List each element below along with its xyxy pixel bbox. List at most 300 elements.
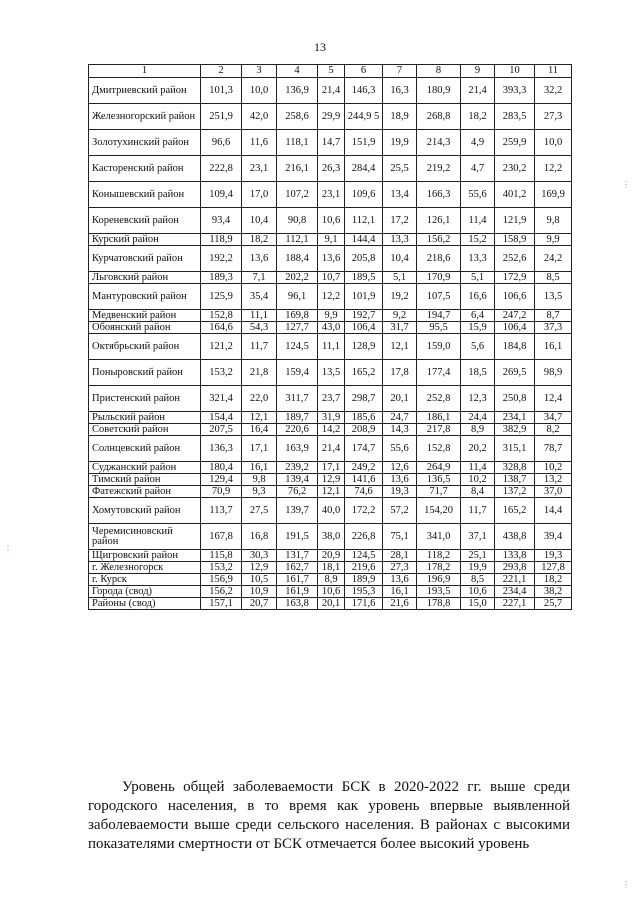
column-header: 9 — [461, 65, 495, 78]
value-cell: 55,6 — [461, 182, 495, 208]
value-cell: 13,6 — [318, 246, 345, 272]
district-name-cell: Обоянский район — [89, 322, 201, 334]
table-row — [89, 524, 572, 550]
value-cell: 11,7 — [461, 498, 495, 524]
value-cell: 189,9 — [345, 574, 383, 586]
column-header: 11 — [535, 65, 572, 78]
value-cell: 218,6 — [417, 246, 461, 272]
value-cell: 250,8 — [495, 386, 535, 412]
value-cell: 234,4 — [495, 586, 535, 598]
district-name-cell: Щигровский район — [89, 550, 201, 562]
value-cell: 169,8 — [277, 310, 318, 322]
table-row — [89, 474, 572, 486]
district-name-cell: Льговский район — [89, 272, 201, 284]
value-cell: 13,3 — [461, 246, 495, 272]
district-name-cell: Фатежский район — [89, 486, 201, 498]
column-header: 5 — [318, 65, 345, 78]
value-cell: 17,0 — [242, 182, 277, 208]
table-row — [89, 310, 572, 322]
district-name-cell: Курчатовский район — [89, 246, 201, 272]
value-cell: 8,9 — [318, 574, 345, 586]
value-cell: 8,4 — [461, 486, 495, 498]
value-cell: 57,2 — [383, 498, 417, 524]
district-name-cell: Солнцевский район — [89, 436, 201, 462]
page-number: 13 — [314, 40, 326, 54]
value-cell: 106,6 — [495, 284, 535, 310]
district-name-cell: Курский район — [89, 234, 201, 246]
value-cell: 194,7 — [417, 310, 461, 322]
value-cell: 37,1 — [461, 524, 495, 550]
value-cell: 13,4 — [383, 182, 417, 208]
column-header: 6 — [345, 65, 383, 78]
value-cell: 156,2 — [417, 234, 461, 246]
value-cell: 11,4 — [461, 462, 495, 474]
value-cell: 90,8 — [277, 208, 318, 234]
table-row — [89, 462, 572, 474]
value-cell: 321,4 — [201, 386, 242, 412]
value-cell: 21,4 — [318, 78, 345, 104]
value-cell: 170,9 — [417, 272, 461, 284]
value-cell: 9,8 — [535, 208, 572, 234]
value-cell: 18,2 — [535, 574, 572, 586]
value-cell: 21,8 — [242, 360, 277, 386]
value-cell: 12,9 — [242, 562, 277, 574]
value-cell: 121,9 — [495, 208, 535, 234]
table-row — [89, 550, 572, 562]
value-cell: 230,2 — [495, 156, 535, 182]
value-cell: 164,6 — [201, 322, 242, 334]
value-cell: 16,8 — [242, 524, 277, 550]
value-cell: 17,8 — [383, 360, 417, 386]
value-cell: 178,8 — [417, 598, 461, 610]
table-row — [89, 284, 572, 310]
value-cell: 328,8 — [495, 462, 535, 474]
value-cell: 159,4 — [277, 360, 318, 386]
table-row — [89, 424, 572, 436]
margin-mark: ⋮ — [622, 880, 630, 889]
table-row — [89, 208, 572, 234]
value-cell: 127,8 — [535, 562, 572, 574]
value-cell: 161,9 — [277, 586, 318, 598]
value-cell: 221,1 — [495, 574, 535, 586]
value-cell: 96,6 — [201, 130, 242, 156]
table-header-row — [89, 65, 572, 78]
value-cell: 8,5 — [461, 574, 495, 586]
table-body — [89, 78, 572, 610]
value-cell: 5,1 — [461, 272, 495, 284]
value-cell: 124,5 — [277, 334, 318, 360]
value-cell: 6,4 — [461, 310, 495, 322]
value-cell: 174,7 — [345, 436, 383, 462]
value-cell: 146,3 — [345, 78, 383, 104]
value-cell: 9,9 — [318, 310, 345, 322]
district-name-cell: Мантуровский район — [89, 284, 201, 310]
value-cell: 220,6 — [277, 424, 318, 436]
value-cell: 29,9 — [318, 104, 345, 130]
value-cell: 9,2 — [383, 310, 417, 322]
value-cell: 16,4 — [242, 424, 277, 436]
value-cell: 165,2 — [495, 498, 535, 524]
value-cell: 24,7 — [383, 412, 417, 424]
value-cell: 10,6 — [318, 208, 345, 234]
value-cell: 163,8 — [277, 598, 318, 610]
value-cell: 152,8 — [201, 310, 242, 322]
value-cell: 8,5 — [535, 272, 572, 284]
value-cell: 18,2 — [242, 234, 277, 246]
value-cell: 38,2 — [535, 586, 572, 598]
district-name-cell: Медвенский район — [89, 310, 201, 322]
value-cell: 93,4 — [201, 208, 242, 234]
value-cell: 180,4 — [201, 462, 242, 474]
value-cell: 10,7 — [318, 272, 345, 284]
value-cell: 21,4 — [318, 436, 345, 462]
value-cell: 16,3 — [383, 78, 417, 104]
value-cell: 118,2 — [417, 550, 461, 562]
value-cell: 268,8 — [417, 104, 461, 130]
value-cell: 4,9 — [461, 130, 495, 156]
value-cell: 28,1 — [383, 550, 417, 562]
value-cell: 208,9 — [345, 424, 383, 436]
value-cell: 184,8 — [495, 334, 535, 360]
value-cell: 12,2 — [318, 284, 345, 310]
value-cell: 12,1 — [318, 486, 345, 498]
value-cell: 113,7 — [201, 498, 242, 524]
district-name-cell: Рыльский район — [89, 412, 201, 424]
table-row — [89, 360, 572, 386]
table-row — [89, 498, 572, 524]
value-cell: 19,9 — [383, 130, 417, 156]
margin-mark: ⋮ — [622, 180, 630, 189]
table-row — [89, 412, 572, 424]
value-cell: 249,2 — [345, 462, 383, 474]
value-cell: 219,6 — [345, 562, 383, 574]
value-cell: 98,9 — [535, 360, 572, 386]
value-cell: 20,1 — [383, 386, 417, 412]
value-cell: 17,1 — [318, 462, 345, 474]
table-row — [89, 182, 572, 208]
value-cell: 12,1 — [242, 412, 277, 424]
district-name-cell: Поныровский район — [89, 360, 201, 386]
value-cell: 37,0 — [535, 486, 572, 498]
value-cell: 178,2 — [417, 562, 461, 574]
value-cell: 13,6 — [242, 246, 277, 272]
district-name-cell: Черемисиновский район — [89, 524, 201, 550]
table-row — [89, 386, 572, 412]
value-cell: 54,3 — [242, 322, 277, 334]
value-cell: 118,1 — [277, 130, 318, 156]
value-cell: 131,7 — [277, 550, 318, 562]
value-cell: 10,2 — [535, 462, 572, 474]
table-row — [89, 104, 572, 130]
column-header: 7 — [383, 65, 417, 78]
value-cell: 20,7 — [242, 598, 277, 610]
value-cell: 43,0 — [318, 322, 345, 334]
value-cell: 188,4 — [277, 246, 318, 272]
value-cell: 205,8 — [345, 246, 383, 272]
table-row — [89, 78, 572, 104]
table-row — [89, 272, 572, 284]
value-cell: 18,2 — [461, 104, 495, 130]
value-cell: 10,6 — [318, 586, 345, 598]
value-cell: 30,3 — [242, 550, 277, 562]
value-cell: 26,3 — [318, 156, 345, 182]
value-cell: 138,7 — [495, 474, 535, 486]
value-cell: 11,6 — [242, 130, 277, 156]
value-cell: 244,9 5 — [345, 104, 383, 130]
value-cell: 239,2 — [277, 462, 318, 474]
value-cell: 401,2 — [495, 182, 535, 208]
value-cell: 153,2 — [201, 360, 242, 386]
value-cell: 12,4 — [535, 386, 572, 412]
district-name-cell: г. Курск — [89, 574, 201, 586]
district-name-cell: Дмитриевский район — [89, 78, 201, 104]
value-cell: 10,4 — [383, 246, 417, 272]
value-cell: 214,3 — [417, 130, 461, 156]
value-cell: 341,0 — [417, 524, 461, 550]
value-cell: 19,9 — [461, 562, 495, 574]
value-cell: 13,6 — [383, 474, 417, 486]
table-row — [89, 562, 572, 574]
value-cell: 128,9 — [345, 334, 383, 360]
value-cell: 311,7 — [277, 386, 318, 412]
value-cell: 10,6 — [461, 586, 495, 598]
value-cell: 9,8 — [242, 474, 277, 486]
table-row — [89, 486, 572, 498]
table-row — [89, 322, 572, 334]
value-cell: 35,4 — [242, 284, 277, 310]
value-cell: 27,3 — [383, 562, 417, 574]
district-name-cell: Суджанский район — [89, 462, 201, 474]
value-cell: 25,5 — [383, 156, 417, 182]
value-cell: 101,3 — [201, 78, 242, 104]
district-name-cell: Конышевский район — [89, 182, 201, 208]
value-cell: 222,8 — [201, 156, 242, 182]
value-cell: 12,1 — [383, 334, 417, 360]
column-header: 3 — [242, 65, 277, 78]
value-cell: 12,6 — [383, 462, 417, 474]
value-cell: 283,5 — [495, 104, 535, 130]
value-cell: 7,1 — [242, 272, 277, 284]
table-row — [89, 598, 572, 610]
district-name-cell: г. Железногорск — [89, 562, 201, 574]
value-cell: 55,6 — [383, 436, 417, 462]
district-name-cell: Города (свод) — [89, 586, 201, 598]
value-cell: 136,9 — [277, 78, 318, 104]
value-cell: 172,9 — [495, 272, 535, 284]
value-cell: 158,9 — [495, 234, 535, 246]
column-header: 2 — [201, 65, 242, 78]
value-cell: 40,0 — [318, 498, 345, 524]
value-cell: 159,0 — [417, 334, 461, 360]
district-name-cell: Кореневский район — [89, 208, 201, 234]
value-cell: 11,4 — [461, 208, 495, 234]
value-cell: 74,6 — [345, 486, 383, 498]
value-cell: 185,6 — [345, 412, 383, 424]
value-cell: 15,0 — [461, 598, 495, 610]
value-cell: 17,1 — [242, 436, 277, 462]
value-cell: 177,4 — [417, 360, 461, 386]
value-cell: 23,1 — [242, 156, 277, 182]
value-cell: 31,9 — [318, 412, 345, 424]
value-cell: 20,1 — [318, 598, 345, 610]
value-cell: 37,3 — [535, 322, 572, 334]
value-cell: 42,0 — [242, 104, 277, 130]
value-cell: 12,2 — [535, 156, 572, 182]
value-cell: 121,2 — [201, 334, 242, 360]
value-cell: 166,3 — [417, 182, 461, 208]
value-cell: 16,1 — [535, 334, 572, 360]
value-cell: 125,9 — [201, 284, 242, 310]
value-cell: 16,6 — [461, 284, 495, 310]
value-cell: 8,9 — [461, 424, 495, 436]
value-cell: 136,5 — [417, 474, 461, 486]
value-cell: 24,2 — [535, 246, 572, 272]
value-cell: 151,9 — [345, 130, 383, 156]
value-cell: 18,5 — [461, 360, 495, 386]
value-cell: 139,7 — [277, 498, 318, 524]
value-cell: 14,7 — [318, 130, 345, 156]
value-cell: 15,2 — [461, 234, 495, 246]
value-cell: 15,9 — [461, 322, 495, 334]
district-name-cell: Железногорский район — [89, 104, 201, 130]
value-cell: 129,4 — [201, 474, 242, 486]
value-cell: 171,6 — [345, 598, 383, 610]
value-cell: 9,9 — [535, 234, 572, 246]
value-cell: 133,8 — [495, 550, 535, 562]
value-cell: 115,8 — [201, 550, 242, 562]
value-cell: 12,9 — [318, 474, 345, 486]
value-cell: 14,3 — [383, 424, 417, 436]
value-cell: 5,6 — [461, 334, 495, 360]
district-name-cell: Советский район — [89, 424, 201, 436]
value-cell: 27,3 — [535, 104, 572, 130]
value-cell: 195,3 — [345, 586, 383, 598]
value-cell: 106,4 — [495, 322, 535, 334]
value-cell: 23,7 — [318, 386, 345, 412]
value-cell: 19,2 — [383, 284, 417, 310]
table-row — [89, 586, 572, 598]
value-cell: 11,1 — [242, 310, 277, 322]
value-cell: 107,2 — [277, 182, 318, 208]
value-cell: 34,7 — [535, 412, 572, 424]
value-cell: 227,1 — [495, 598, 535, 610]
value-cell: 189,5 — [345, 272, 383, 284]
value-cell: 10,9 — [242, 586, 277, 598]
table-row — [89, 436, 572, 462]
value-cell: 172,2 — [345, 498, 383, 524]
value-cell: 163,9 — [277, 436, 318, 462]
value-cell: 226,8 — [345, 524, 383, 550]
value-cell: 32,2 — [535, 78, 572, 104]
value-cell: 186,1 — [417, 412, 461, 424]
value-cell: 251,9 — [201, 104, 242, 130]
value-cell: 4,7 — [461, 156, 495, 182]
value-cell: 14,4 — [535, 498, 572, 524]
value-cell: 13,3 — [383, 234, 417, 246]
value-cell: 315,1 — [495, 436, 535, 462]
value-cell: 112,1 — [277, 234, 318, 246]
value-cell: 8,2 — [535, 424, 572, 436]
value-cell: 14,2 — [318, 424, 345, 436]
district-name-cell: Районы (свод) — [89, 598, 201, 610]
value-cell: 16,1 — [383, 586, 417, 598]
value-cell: 156,9 — [201, 574, 242, 586]
value-cell: 157,1 — [201, 598, 242, 610]
value-cell: 216,1 — [277, 156, 318, 182]
value-cell: 75,1 — [383, 524, 417, 550]
value-cell: 234,1 — [495, 412, 535, 424]
table-row — [89, 234, 572, 246]
value-cell: 112,1 — [345, 208, 383, 234]
table-row — [89, 334, 572, 360]
value-cell: 22,0 — [242, 386, 277, 412]
value-cell: 10,0 — [535, 130, 572, 156]
value-cell: 9,3 — [242, 486, 277, 498]
value-cell: 139,4 — [277, 474, 318, 486]
value-cell: 78,7 — [535, 436, 572, 462]
value-cell: 19,3 — [383, 486, 417, 498]
value-cell: 24,4 — [461, 412, 495, 424]
value-cell: 11,1 — [318, 334, 345, 360]
value-cell: 19,3 — [535, 550, 572, 562]
value-cell: 13,5 — [318, 360, 345, 386]
value-cell: 118,9 — [201, 234, 242, 246]
value-cell: 191,5 — [277, 524, 318, 550]
value-cell: 38,0 — [318, 524, 345, 550]
value-cell: 252,8 — [417, 386, 461, 412]
value-cell: 23,1 — [318, 182, 345, 208]
table-row — [89, 130, 572, 156]
value-cell: 269,5 — [495, 360, 535, 386]
value-cell: 76,2 — [277, 486, 318, 498]
value-cell: 438,8 — [495, 524, 535, 550]
district-name-cell: Касторенский район — [89, 156, 201, 182]
value-cell: 189,3 — [201, 272, 242, 284]
district-name-cell: Хомутовский район — [89, 498, 201, 524]
value-cell: 25,1 — [461, 550, 495, 562]
value-cell: 25,7 — [535, 598, 572, 610]
value-cell: 284,4 — [345, 156, 383, 182]
value-cell: 165,2 — [345, 360, 383, 386]
value-cell: 137,2 — [495, 486, 535, 498]
value-cell: 162,7 — [277, 562, 318, 574]
value-cell: 95,5 — [417, 322, 461, 334]
value-cell: 192,7 — [345, 310, 383, 322]
district-name-cell: Пристенский район — [89, 386, 201, 412]
value-cell: 21,4 — [461, 78, 495, 104]
body-paragraph: Уровень общей заболеваемости БСК в 2020-2022 гг. выше среди городского населения, в то время как уровень впервые выявленной заболеваемости выше среди сельского населения. В районах с высокими показателями смертности от БСК отмечается более высокий уровень — [88, 779, 570, 852]
value-cell: 192,2 — [201, 246, 242, 272]
value-cell: 13,2 — [535, 474, 572, 486]
value-cell: 20,2 — [461, 436, 495, 462]
value-cell: 109,6 — [345, 182, 383, 208]
value-cell: 293,8 — [495, 562, 535, 574]
value-cell: 96,1 — [277, 284, 318, 310]
margin-mark: ⋮ — [4, 545, 12, 554]
district-name-cell: Тимский район — [89, 474, 201, 486]
morbidity-table — [88, 64, 572, 610]
value-cell: 107,5 — [417, 284, 461, 310]
value-cell: 5,1 — [383, 272, 417, 284]
value-cell: 193,5 — [417, 586, 461, 598]
column-header: 8 — [417, 65, 461, 78]
value-cell: 258,6 — [277, 104, 318, 130]
value-cell: 31,7 — [383, 322, 417, 334]
value-cell: 154,20 — [417, 498, 461, 524]
column-header: 4 — [277, 65, 318, 78]
value-cell: 70,9 — [201, 486, 242, 498]
value-cell: 71,7 — [417, 486, 461, 498]
